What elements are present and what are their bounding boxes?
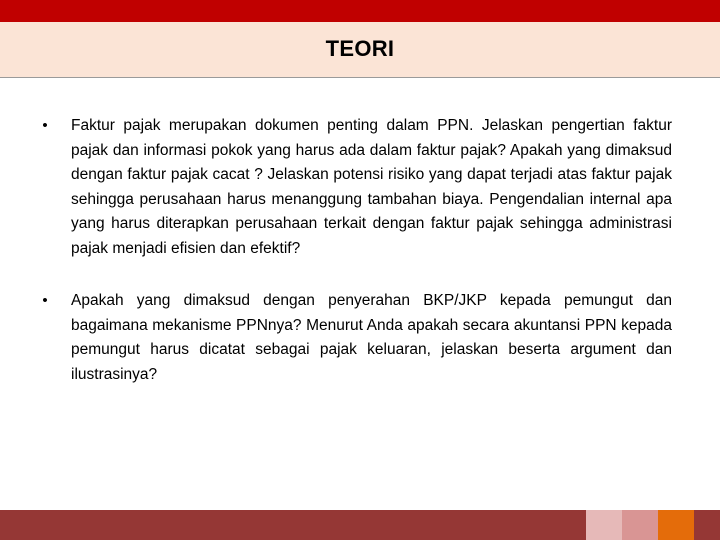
bullet-marker: • bbox=[42, 117, 48, 134]
bullet-text-1: Faktur pajak merupakan dokumen penting dalam PPN. Jelaskan pengertian faktur pajak dan informasi pokok yang harus ada dalam faktur pajak? Apakah yang dimaksud dengan faktur pajak cacat ? Jelaskan potensi risiko yang dapat terjadi atas faktur pajak sehingga perusahaan harus menanggung tambahan biaya. Pengendalian internal apa yang harus diterapkan perusahaan terkait dengan faktur pajak sehingga administrasi pajak menjadi efisien dan efektif? bbox=[71, 117, 672, 257]
footer-main-strip bbox=[0, 510, 586, 540]
slide-title: TEORI bbox=[325, 36, 395, 61]
footer-accent-block bbox=[586, 510, 622, 540]
footer-bar bbox=[0, 510, 720, 540]
bullet-item-2 bbox=[38, 289, 672, 387]
footer-accent-block bbox=[622, 510, 658, 540]
bullet-item-1 bbox=[38, 114, 672, 261]
top-accent-bar bbox=[0, 0, 720, 22]
footer-accent-block bbox=[658, 510, 694, 540]
footer-accent-block bbox=[694, 510, 720, 540]
bullet-text-2: Apakah yang dimaksud dengan penyerahan BKP/JKP kepada pemungut dan bagaimana mekanisme PPNnya? Menurut Anda apakah secara akuntansi PPN kepada pemungut harus dicatat sebagai pajak keluaran, jelaskan beserta argument dan ilustrasinya? bbox=[71, 292, 672, 383]
title-band bbox=[0, 22, 720, 78]
bullet-marker: • bbox=[42, 292, 48, 309]
slide-content bbox=[38, 114, 672, 415]
